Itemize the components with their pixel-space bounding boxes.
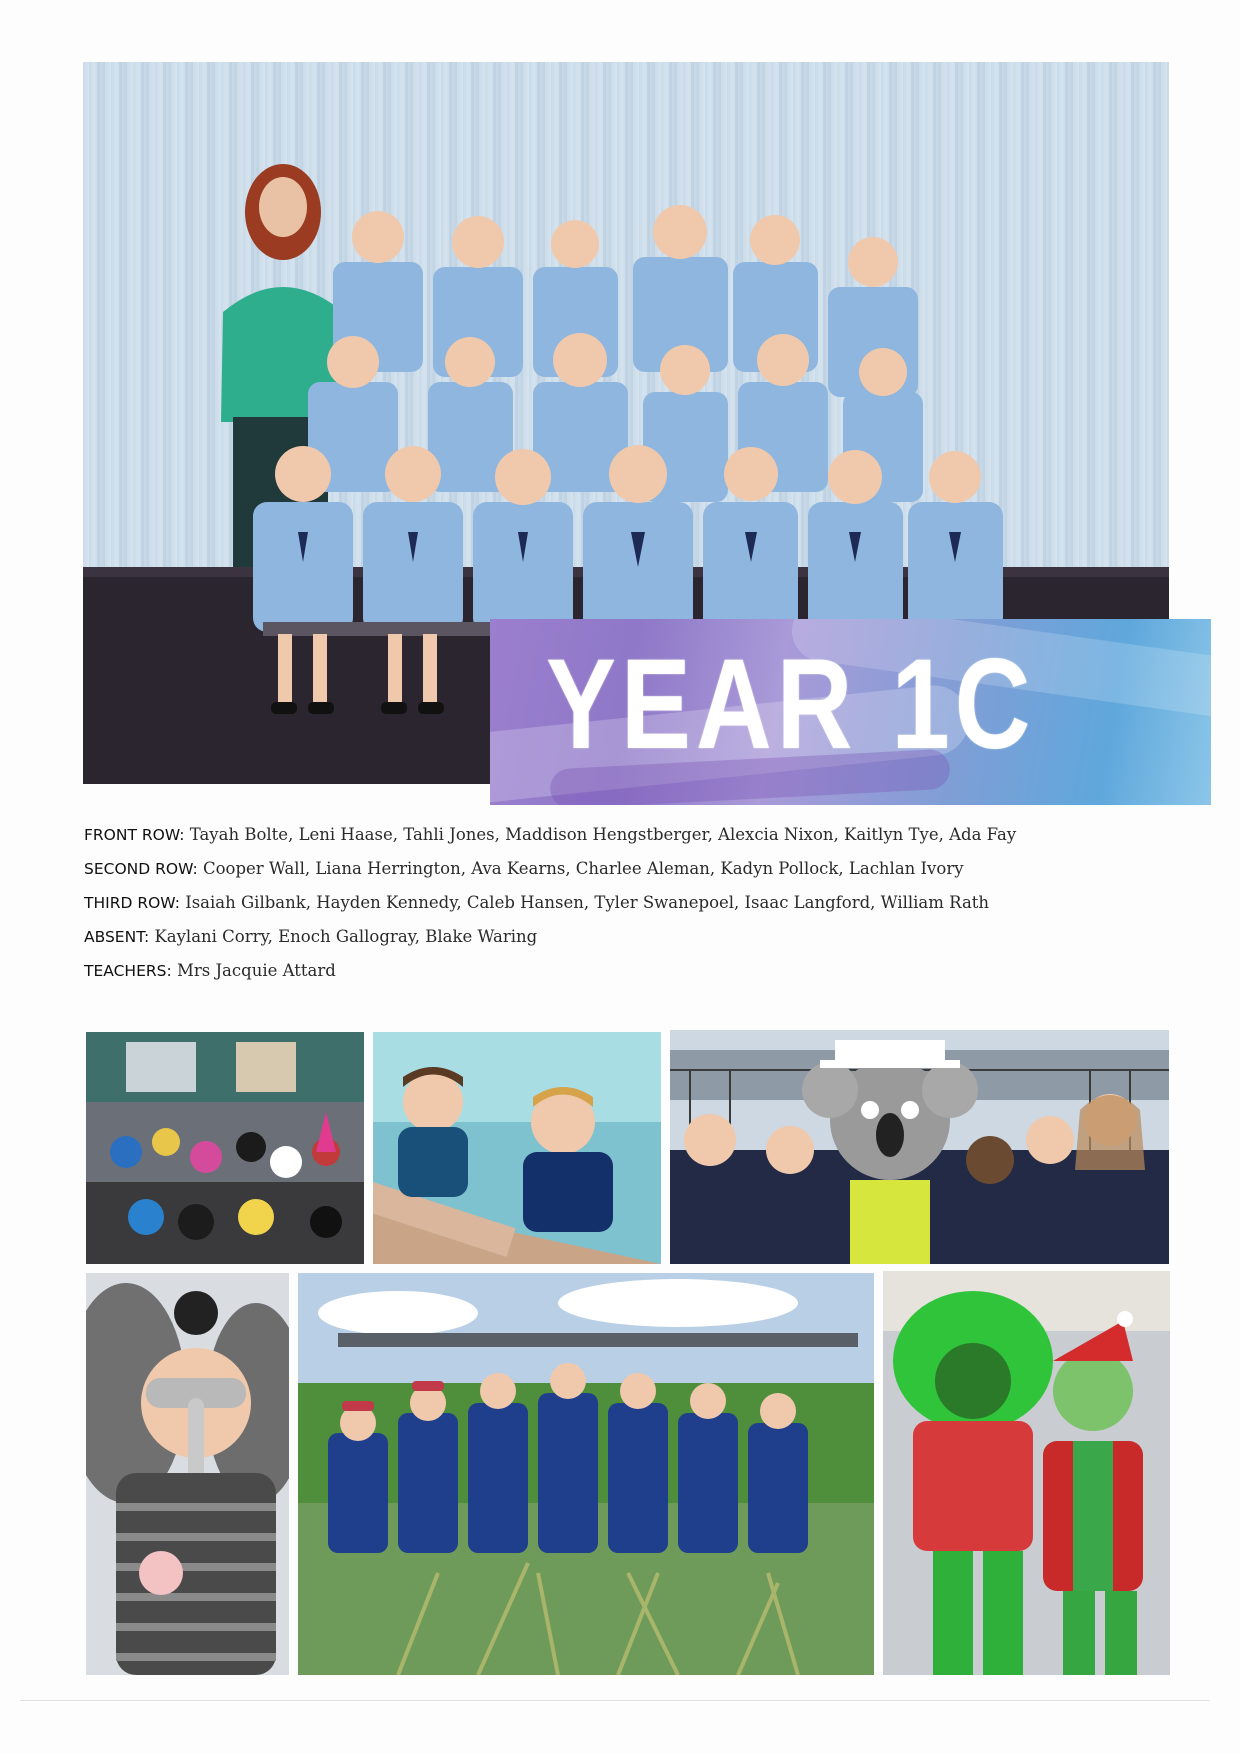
third-row-names bbox=[84, 886, 1184, 920]
row-names: Mrs Jacquie Attard bbox=[176, 961, 336, 980]
year-banner bbox=[490, 619, 1211, 805]
photo-dress-up-classroom bbox=[86, 1032, 364, 1264]
row-names: Cooper Wall, Liana Herrington, Ava Kearns, Charlee Aleman, Kadyn Pollock, Lachlan Ivory bbox=[202, 859, 964, 878]
row-label: FRONT ROW: bbox=[84, 826, 185, 844]
row-label: TEACHERS: bbox=[84, 962, 172, 980]
teacher-names bbox=[84, 954, 1184, 988]
row-label: THIRD ROW: bbox=[84, 894, 180, 912]
page-divider bbox=[20, 1700, 1210, 1701]
photo-swimming-pool bbox=[373, 1032, 661, 1264]
photo-garden-group bbox=[298, 1273, 874, 1675]
photo-grinch-costumes bbox=[883, 1271, 1170, 1675]
front-row-names bbox=[84, 818, 1184, 852]
row-label: SECOND ROW: bbox=[84, 860, 198, 878]
row-names: Kaylani Corry, Enoch Gallogray, Blake Waring bbox=[154, 927, 538, 946]
row-names: Isaiah Gilbank, Hayden Kennedy, Caleb Hansen, Tyler Swanepoel, Isaac Langford, William Rath bbox=[185, 893, 990, 912]
row-label: ABSENT: bbox=[84, 928, 150, 946]
photo-elephant-mask bbox=[86, 1273, 289, 1675]
banner-title: YEAR 1C bbox=[546, 633, 1036, 776]
class-names-list bbox=[84, 818, 1184, 988]
absent-names bbox=[84, 920, 1184, 954]
photo-koala-mascot bbox=[670, 1030, 1169, 1264]
row-names: Tayah Bolte, Leni Haase, Tahli Jones, Maddison Hengstberger, Alexcia Nixon, Kaitlyn Tye, Ada Fay bbox=[189, 825, 1017, 844]
second-row-names bbox=[84, 852, 1184, 886]
